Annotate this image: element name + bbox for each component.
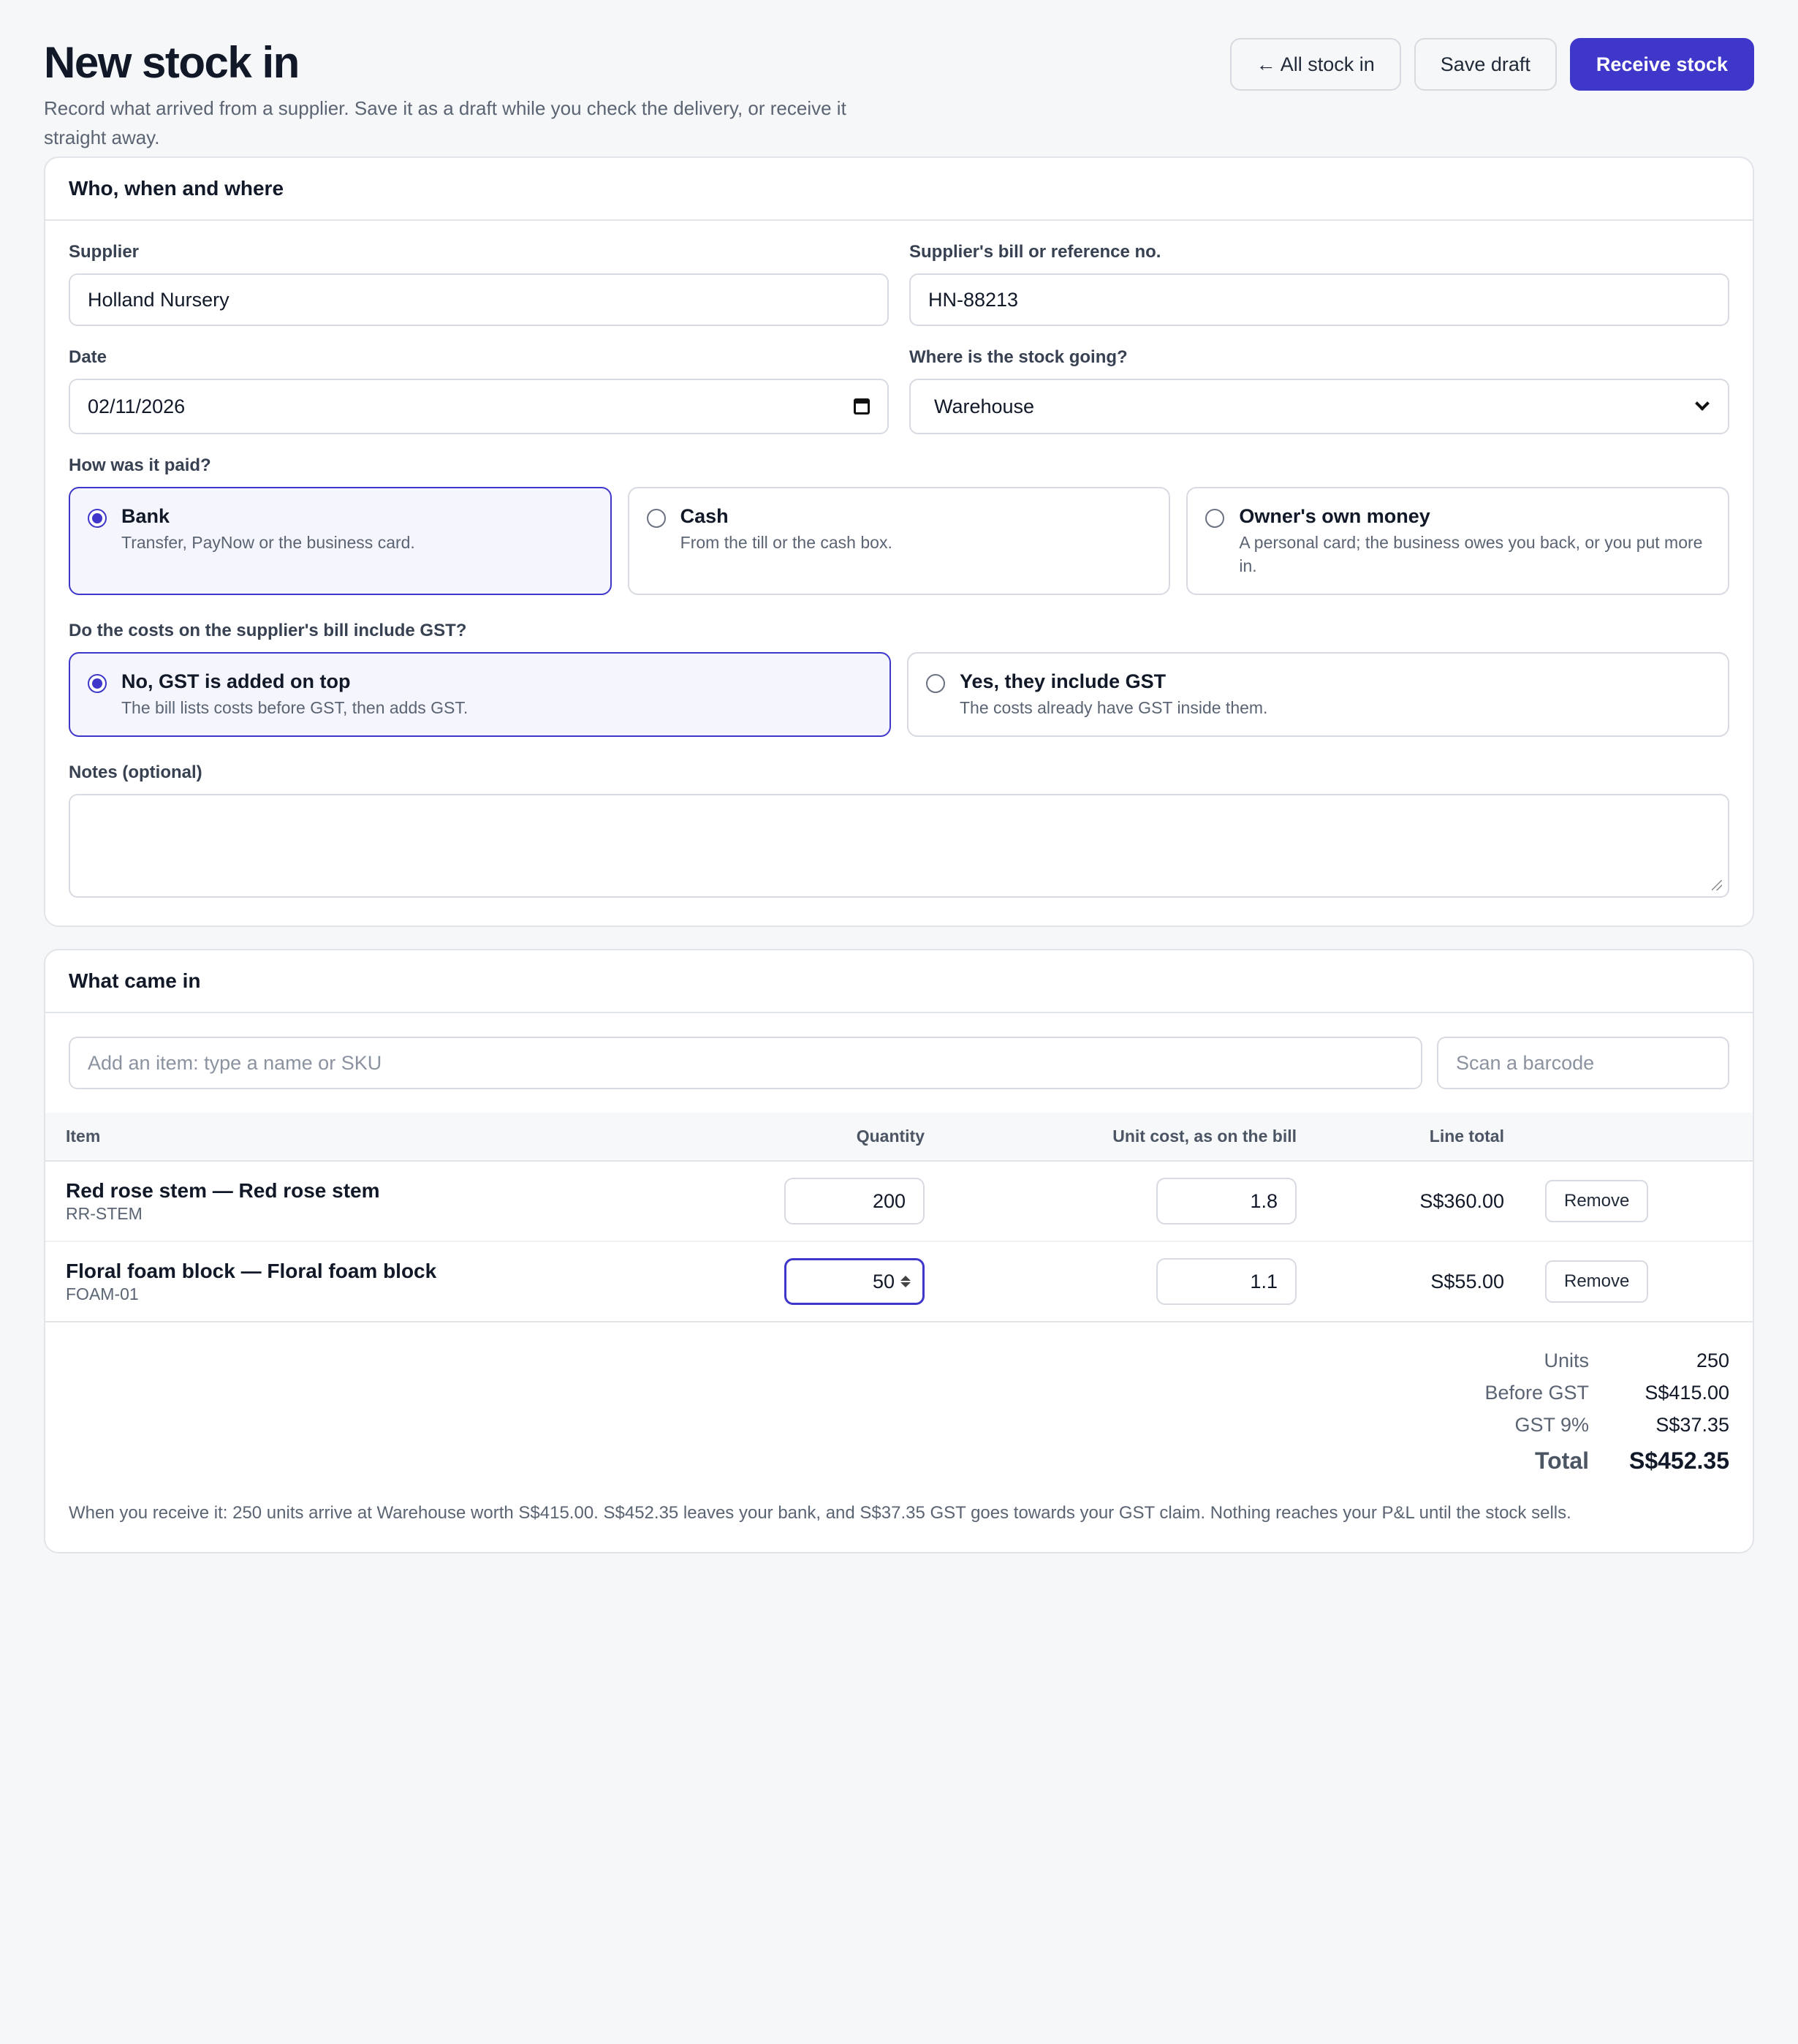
gst-option-added[interactable] (69, 652, 891, 737)
option-desc: The bill lists costs before GST, then adds GST. (121, 698, 469, 717)
remove-button[interactable]: Remove (1545, 1260, 1648, 1303)
gst-amount-value: S$37.35 (1655, 1414, 1729, 1436)
gst-amount-label: GST 9% (1514, 1414, 1589, 1436)
col-unit-cost: Unit cost, as on the bill (925, 1113, 1297, 1161)
details-card (44, 156, 1754, 927)
option-title: No, GST is added on top (121, 670, 351, 692)
supplier-label: Supplier (69, 242, 140, 262)
date-label: Date (69, 347, 107, 367)
total-value: S$452.35 (1628, 1447, 1729, 1474)
details-heading: Who, when and where (45, 158, 1753, 221)
table-row (45, 1161, 1753, 1241)
item-sku: FOAM-01 (66, 1284, 139, 1303)
units-label: Units (1544, 1350, 1589, 1371)
scan-barcode-input[interactable] (1437, 1037, 1729, 1089)
spinner-icon[interactable] (900, 1276, 911, 1287)
location-select[interactable] (909, 379, 1729, 434)
unit-cost-value: 1.1 (1250, 1270, 1278, 1292)
col-quantity: Quantity (776, 1113, 925, 1161)
notes-label: Notes (optional) (69, 762, 202, 782)
items-heading: What came in (45, 950, 1753, 1013)
chevron-down-icon (1695, 396, 1710, 411)
paid-label: How was it paid? (69, 455, 211, 475)
page-subtitle: Record what arrived from a supplier. Save it as a draft while you check the delivery, or receive it straight away. (44, 97, 846, 148)
unit-cost-value: 1.8 (1250, 1189, 1278, 1212)
payment-options (69, 487, 1729, 595)
page-header (44, 35, 1754, 156)
item-name: Floral foam block — Floral foam block (66, 1260, 437, 1282)
table-row (45, 1241, 1753, 1322)
radio-icon[interactable] (88, 509, 107, 528)
totals-summary (45, 1322, 1753, 1479)
option-desc: From the till or the cash box. (680, 533, 892, 552)
save-draft-button[interactable]: Save draft (1414, 38, 1557, 91)
radio-icon[interactable] (1205, 509, 1224, 528)
receive-explanation: When you receive it: 250 units arrive at Warehouse worth S$415.00. S$452.35 leaves your bank, and S$37.35 GST goes towards your GST claim. Nothing reaches your P&L until the stock sells. (69, 1503, 1571, 1523)
supplier-value: Holland Nursery (88, 288, 230, 311)
col-line-total: Line total (1297, 1113, 1504, 1161)
supplier-input[interactable] (69, 273, 889, 326)
total-label: Total (1534, 1447, 1589, 1474)
notes-textarea[interactable] (69, 794, 1729, 898)
calendar-icon[interactable] (854, 398, 870, 415)
radio-icon[interactable] (88, 674, 107, 693)
payment-option-owner[interactable] (1186, 487, 1729, 595)
items-table (45, 1113, 1753, 1322)
quantity-input[interactable] (784, 1258, 925, 1305)
option-title: Owner's own money (1239, 505, 1430, 527)
payment-option-bank[interactable] (69, 487, 612, 595)
unit-cost-input[interactable] (1156, 1178, 1297, 1224)
reference-label: Supplier's bill or reference no. (909, 242, 1161, 262)
radio-icon[interactable] (647, 509, 666, 528)
receive-stock-button[interactable]: Receive stock (1570, 38, 1754, 91)
item-name: Red rose stem — Red rose stem (66, 1179, 380, 1202)
items-card (44, 949, 1754, 1553)
unit-cost-input[interactable] (1156, 1258, 1297, 1305)
option-title: Cash (680, 505, 729, 527)
payment-option-cash[interactable] (628, 487, 1171, 595)
quantity-value: 50 (872, 1270, 895, 1292)
header-actions (1230, 38, 1754, 91)
add-item-input[interactable] (69, 1037, 1422, 1089)
line-total: S$55.00 (1297, 1241, 1504, 1322)
before-gst-label: Before GST (1484, 1382, 1589, 1404)
location-value: Warehouse (934, 395, 1035, 417)
gst-option-included[interactable] (907, 652, 1729, 737)
option-desc: Transfer, PayNow or the business card. (121, 533, 415, 552)
before-gst-value: S$415.00 (1645, 1382, 1729, 1404)
quantity-value: 200 (872, 1189, 906, 1212)
option-desc: The costs already have GST inside them. (960, 698, 1268, 717)
date-input[interactable] (69, 379, 889, 434)
page-title: New stock in (44, 38, 299, 87)
date-value: 02/11/2026 (88, 395, 186, 417)
option-title: Bank (121, 505, 170, 527)
item-sku: RR-STEM (66, 1204, 143, 1223)
reference-value: HN-88213 (928, 288, 1019, 311)
col-item: Item (45, 1113, 776, 1161)
all-stock-in-button[interactable]: ← All stock in (1230, 38, 1401, 91)
radio-icon[interactable] (926, 674, 945, 693)
line-total: S$360.00 (1297, 1161, 1504, 1241)
quantity-input[interactable] (784, 1178, 925, 1224)
option-desc: A personal card; the business owes you back, or you put more in. (1239, 533, 1703, 575)
option-title: Yes, they include GST (960, 670, 1167, 692)
reference-input[interactable] (909, 273, 1729, 326)
add-item-placeholder: Add an item: type a name or SKU (88, 1051, 382, 1074)
gst-label: Do the costs on the supplier's bill include GST? (69, 621, 467, 640)
resize-handle-icon[interactable] (1712, 880, 1722, 890)
col-actions (1504, 1113, 1753, 1161)
units-value: 250 (1696, 1350, 1729, 1371)
stock-in-page (44, 35, 1754, 1553)
scan-placeholder: Scan a barcode (1456, 1051, 1595, 1074)
remove-button[interactable]: Remove (1545, 1180, 1648, 1222)
location-label: Where is the stock going? (909, 347, 1128, 367)
gst-options (69, 652, 1729, 737)
